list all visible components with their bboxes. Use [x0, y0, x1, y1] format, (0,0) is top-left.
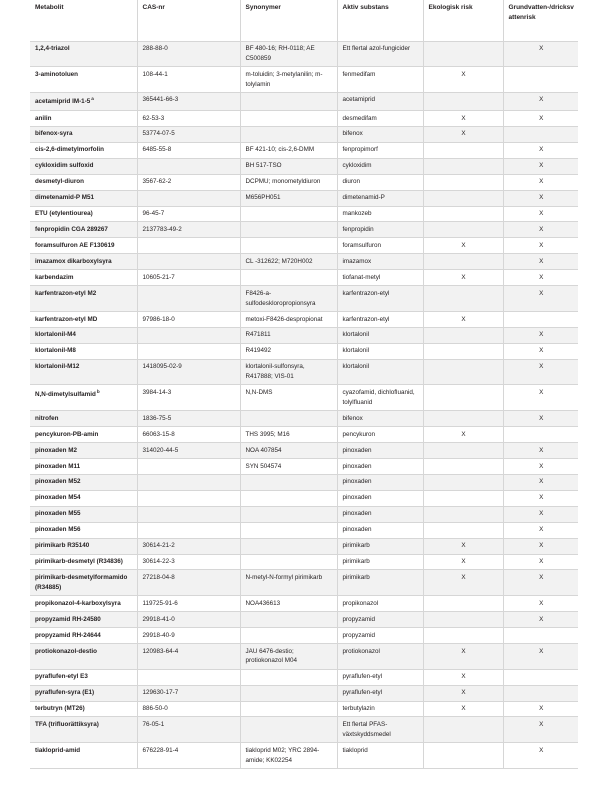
cell-synonymer: F8426-a-sulfodeskloropropionsyra	[240, 286, 337, 312]
cell-synonymer: THS 3995; M16	[240, 427, 337, 443]
cell-metabolit: pinoxaden M2	[30, 442, 137, 458]
cell-metabolit: pirimikarb-desmetylformamido (R34885)	[30, 570, 137, 596]
table-row	[30, 343, 578, 359]
cell-cas-nr: 676228-91-4	[137, 743, 240, 769]
cell-synonymer: BF 421-10; cis-2,6-DMM	[240, 142, 337, 158]
table-row	[30, 92, 578, 110]
cell-ekologisk-risk: X	[423, 67, 503, 93]
cell-aktiv-substans: tiofanat-metyl	[337, 270, 423, 286]
footnote-marker: b	[96, 389, 100, 394]
cell-cas-nr: 76-05-1	[137, 717, 240, 743]
cell-synonymer	[240, 538, 337, 554]
table-row	[30, 359, 578, 385]
cell-grundvattenrisk	[503, 628, 578, 644]
cell-metabolit: pencykuron-PB-amin	[30, 427, 137, 443]
cell-ekologisk-risk: X	[423, 570, 503, 596]
cell-grundvattenrisk	[503, 126, 578, 142]
cell-grundvattenrisk: X	[503, 142, 578, 158]
cell-metabolit: bifenox-syra	[30, 126, 137, 142]
cell-ekologisk-risk: X	[423, 554, 503, 570]
cell-grundvattenrisk: X	[503, 538, 578, 554]
table-row	[30, 427, 578, 443]
cell-synonymer: R419492	[240, 343, 337, 359]
cell-grundvattenrisk: X	[503, 474, 578, 490]
cell-synonymer	[240, 206, 337, 222]
column-header-metabolit: Metabolit	[30, 0, 137, 41]
cell-metabolit: 3-aminotoluen	[30, 67, 137, 93]
cell-grundvattenrisk: X	[503, 570, 578, 596]
cell-ekologisk-risk	[423, 522, 503, 538]
cell-ekologisk-risk	[423, 474, 503, 490]
cell-metabolit: tiakloprid-amid	[30, 743, 137, 769]
cell-aktiv-substans: imazamox	[337, 254, 423, 270]
cell-grundvattenrisk: X	[503, 411, 578, 427]
cell-synonymer: JAU 6476-destio; protiokonazol M04	[240, 643, 337, 669]
cell-metabolit: 1,2,4-triazol	[30, 41, 137, 67]
cell-aktiv-substans: mankozeb	[337, 206, 423, 222]
cell-cas-nr: 3567-62-2	[137, 174, 240, 190]
cell-aktiv-substans: fenpropimorf	[337, 142, 423, 158]
cell-aktiv-substans: desmedifam	[337, 110, 423, 126]
table-row	[30, 643, 578, 669]
cell-synonymer: M656PH051	[240, 190, 337, 206]
cell-ekologisk-risk	[423, 628, 503, 644]
cell-cas-nr: 108-44-1	[137, 67, 240, 93]
cell-metabolit: klortalonil-M12	[30, 359, 137, 385]
cell-cas-nr: 66063-15-8	[137, 427, 240, 443]
cell-aktiv-substans: foramsulfuron	[337, 238, 423, 254]
cell-aktiv-substans: dimetenamid-P	[337, 190, 423, 206]
cell-metabolit: terbutryn (MT26)	[30, 701, 137, 717]
cell-grundvattenrisk: X	[503, 174, 578, 190]
cell-aktiv-substans: klortalonil	[337, 359, 423, 385]
cell-ekologisk-risk	[423, 286, 503, 312]
cell-ekologisk-risk	[423, 458, 503, 474]
cell-metabolit: propikonazol-4-karboxylsyra	[30, 596, 137, 612]
cell-metabolit: karfentrazon-etyl MD	[30, 311, 137, 327]
table-row	[30, 685, 578, 701]
cell-metabolit: nitrofen	[30, 411, 137, 427]
cell-ekologisk-risk: X	[423, 110, 503, 126]
cell-grundvattenrisk: X	[503, 270, 578, 286]
cell-grundvattenrisk	[503, 669, 578, 685]
cell-ekologisk-risk: X	[423, 126, 503, 142]
cell-ekologisk-risk	[423, 174, 503, 190]
cell-ekologisk-risk	[423, 490, 503, 506]
cell-ekologisk-risk	[423, 359, 503, 385]
table-row	[30, 311, 578, 327]
cell-ekologisk-risk: X	[423, 427, 503, 443]
cell-synonymer	[240, 126, 337, 142]
cell-metabolit: ETU (etylentiourea)	[30, 206, 137, 222]
cell-grundvattenrisk: X	[503, 286, 578, 312]
cell-aktiv-substans: pinoxaden	[337, 442, 423, 458]
cell-aktiv-substans: Ett flertal azol-fungicider	[337, 41, 423, 67]
cell-synonymer	[240, 669, 337, 685]
cell-aktiv-substans: fenpropidin	[337, 222, 423, 238]
column-header-ekologisk-risk: Ekologisk risk	[423, 0, 503, 41]
cell-synonymer: metoxi-F8426-despropionat	[240, 311, 337, 327]
cell-cas-nr	[137, 190, 240, 206]
cell-cas-nr	[137, 458, 240, 474]
cell-aktiv-substans: pinoxaden	[337, 490, 423, 506]
cell-synonymer	[240, 522, 337, 538]
cell-cas-nr: 129630-17-7	[137, 685, 240, 701]
cell-cas-nr: 62-53-3	[137, 110, 240, 126]
cell-ekologisk-risk	[423, 142, 503, 158]
cell-metabolit: karfentrazon-etyl M2	[30, 286, 137, 312]
cell-synonymer	[240, 110, 337, 126]
cell-cas-nr: 30614-21-2	[137, 538, 240, 554]
cell-metabolit: pinoxaden M52	[30, 474, 137, 490]
cell-grundvattenrisk: X	[503, 158, 578, 174]
cell-metabolit: desmetyl-diuron	[30, 174, 137, 190]
cell-cas-nr: 365441-66-3	[137, 92, 240, 110]
cell-synonymer: N,N-DMS	[240, 385, 337, 411]
cell-ekologisk-risk	[423, 343, 503, 359]
table-row	[30, 669, 578, 685]
table-row	[30, 286, 578, 312]
cell-synonymer: NOA436613	[240, 596, 337, 612]
cell-aktiv-substans: klortalonil	[337, 327, 423, 343]
cell-ekologisk-risk	[423, 717, 503, 743]
cell-metabolit: klortalonil-M4	[30, 327, 137, 343]
cell-synonymer: klortalonil-sulfonsyra, R417888; VIS-01	[240, 359, 337, 385]
cell-ekologisk-risk: X	[423, 643, 503, 669]
table-row	[30, 206, 578, 222]
cell-grundvattenrisk: X	[503, 238, 578, 254]
cell-metabolit: klortalonil-M8	[30, 343, 137, 359]
cell-grundvattenrisk: X	[503, 506, 578, 522]
table-row	[30, 570, 578, 596]
table-row	[30, 554, 578, 570]
cell-aktiv-substans: bifenox	[337, 126, 423, 142]
column-header-cas-nr: CAS-nr	[137, 0, 240, 41]
cell-ekologisk-risk: X	[423, 669, 503, 685]
cell-ekologisk-risk	[423, 41, 503, 67]
table-row	[30, 442, 578, 458]
cell-metabolit: pyraflufen-syra (E1)	[30, 685, 137, 701]
cell-aktiv-substans: terbutylazin	[337, 701, 423, 717]
cell-cas-nr	[137, 522, 240, 538]
cell-metabolit: imazamox dikarboxylsyra	[30, 254, 137, 270]
cell-grundvattenrisk: X	[503, 190, 578, 206]
cell-ekologisk-risk	[423, 254, 503, 270]
cell-aktiv-substans: pinoxaden	[337, 474, 423, 490]
cell-metabolit: TFA (trifluorättiksyra)	[30, 717, 137, 743]
table-row	[30, 190, 578, 206]
cell-ekologisk-risk: X	[423, 538, 503, 554]
cell-synonymer: BF 480-16; RH-0118; AE C500859	[240, 41, 337, 67]
cell-ekologisk-risk	[423, 743, 503, 769]
cell-synonymer	[240, 270, 337, 286]
cell-synonymer	[240, 554, 337, 570]
column-header-grundvatten-dricksvattenrisk: Grundvatten-/dricksvattenrisk	[503, 0, 578, 41]
cell-aktiv-substans: cyazofamid, dichlofluanid, tolylfluanid	[337, 385, 423, 411]
metabolite-table	[30, 0, 578, 769]
cell-cas-nr: 1836-75-5	[137, 411, 240, 427]
cell-aktiv-substans: pyraflufen-etyl	[337, 669, 423, 685]
cell-grundvattenrisk: X	[503, 442, 578, 458]
cell-synonymer	[240, 92, 337, 110]
cell-grundvattenrisk	[503, 311, 578, 327]
cell-ekologisk-risk	[423, 385, 503, 411]
cell-synonymer	[240, 222, 337, 238]
cell-ekologisk-risk: X	[423, 238, 503, 254]
table-row	[30, 411, 578, 427]
cell-aktiv-substans: karfentrazon-etyl	[337, 311, 423, 327]
cell-metabolit: cis-2,6-dimetylmorfolin	[30, 142, 137, 158]
table-row	[30, 174, 578, 190]
cell-synonymer	[240, 717, 337, 743]
cell-synonymer	[240, 490, 337, 506]
cell-grundvattenrisk: X	[503, 612, 578, 628]
cell-synonymer	[240, 506, 337, 522]
table-row	[30, 270, 578, 286]
cell-cas-nr: 3984-14-3	[137, 385, 240, 411]
cell-ekologisk-risk	[423, 506, 503, 522]
table-row	[30, 717, 578, 743]
cell-metabolit: cykloxidim sulfoxid	[30, 158, 137, 174]
cell-grundvattenrisk: X	[503, 554, 578, 570]
table-row	[30, 538, 578, 554]
cell-aktiv-substans: propikonazol	[337, 596, 423, 612]
cell-aktiv-substans: pinoxaden	[337, 458, 423, 474]
cell-synonymer	[240, 238, 337, 254]
table-row	[30, 628, 578, 644]
metabolite-table-container	[30, 0, 578, 769]
cell-grundvattenrisk: X	[503, 717, 578, 743]
cell-cas-nr	[137, 254, 240, 270]
cell-cas-nr	[137, 238, 240, 254]
cell-cas-nr: 1418095-02-9	[137, 359, 240, 385]
cell-grundvattenrisk: X	[503, 41, 578, 67]
cell-cas-nr	[137, 327, 240, 343]
cell-synonymer: CL -312622; M720H002	[240, 254, 337, 270]
table-row	[30, 385, 578, 411]
table-row	[30, 254, 578, 270]
column-header-synonymer: Synonymer	[240, 0, 337, 41]
cell-grundvattenrisk: X	[503, 222, 578, 238]
table-body	[30, 41, 578, 768]
cell-cas-nr	[137, 286, 240, 312]
cell-grundvattenrisk	[503, 67, 578, 93]
cell-aktiv-substans: tiakloprid	[337, 743, 423, 769]
footnote-marker: a	[91, 96, 94, 102]
table-row	[30, 67, 578, 93]
cell-grundvattenrisk	[503, 427, 578, 443]
cell-synonymer	[240, 411, 337, 427]
cell-aktiv-substans: fenmedifam	[337, 67, 423, 93]
cell-grundvattenrisk: X	[503, 490, 578, 506]
cell-grundvattenrisk: X	[503, 596, 578, 612]
table-row	[30, 506, 578, 522]
cell-metabolit: foramsulfuron AE F130619	[30, 238, 137, 254]
cell-metabolit: pinoxaden M56	[30, 522, 137, 538]
cell-synonymer	[240, 701, 337, 717]
cell-synonymer	[240, 474, 337, 490]
cell-metabolit: acetamiprid IM-1-5$^a$	[30, 92, 137, 110]
cell-ekologisk-risk	[423, 158, 503, 174]
table-row	[30, 743, 578, 769]
table-header	[30, 0, 578, 41]
table-row	[30, 474, 578, 490]
cell-ekologisk-risk: X	[423, 311, 503, 327]
cell-aktiv-substans: cykloxidim	[337, 158, 423, 174]
table-row	[30, 158, 578, 174]
table-row	[30, 458, 578, 474]
cell-cas-nr: 288-88-0	[137, 41, 240, 67]
cell-cas-nr: 10605-21-7	[137, 270, 240, 286]
cell-cas-nr	[137, 474, 240, 490]
cell-ekologisk-risk	[423, 596, 503, 612]
cell-cas-nr	[137, 490, 240, 506]
cell-cas-nr: 29918-41-0	[137, 612, 240, 628]
cell-ekologisk-risk	[423, 92, 503, 110]
cell-aktiv-substans: diuron	[337, 174, 423, 190]
table-row	[30, 238, 578, 254]
cell-ekologisk-risk	[423, 222, 503, 238]
table-row	[30, 612, 578, 628]
cell-grundvattenrisk: X	[503, 522, 578, 538]
cell-aktiv-substans: klortalonil	[337, 343, 423, 359]
cell-metabolit: pinoxaden M55	[30, 506, 137, 522]
cell-cas-nr	[137, 158, 240, 174]
cell-synonymer: SYN 504574	[240, 458, 337, 474]
cell-synonymer: R471811	[240, 327, 337, 343]
cell-aktiv-substans: pencykuron	[337, 427, 423, 443]
cell-cas-nr: 886-50-0	[137, 701, 240, 717]
cell-metabolit: propyzamid RH-24644	[30, 628, 137, 644]
cell-synonymer: NOA 407854	[240, 442, 337, 458]
cell-grundvattenrisk: X	[503, 254, 578, 270]
table-row	[30, 110, 578, 126]
cell-metabolit: pinoxaden M11	[30, 458, 137, 474]
cell-metabolit: pirimikarb-desmetyl (R34836)	[30, 554, 137, 570]
cell-cas-nr: 97986-18-0	[137, 311, 240, 327]
cell-cas-nr: 2137783-49-2	[137, 222, 240, 238]
cell-cas-nr: 96-45-7	[137, 206, 240, 222]
table-row	[30, 701, 578, 717]
cell-synonymer	[240, 628, 337, 644]
cell-grundvattenrisk: X	[503, 701, 578, 717]
table-row	[30, 142, 578, 158]
cell-cas-nr	[137, 669, 240, 685]
cell-aktiv-substans: propyzamid	[337, 612, 423, 628]
table-row	[30, 222, 578, 238]
cell-cas-nr: 27218-04-8	[137, 570, 240, 596]
cell-grundvattenrisk: X	[503, 743, 578, 769]
cell-grundvattenrisk: X	[503, 206, 578, 222]
cell-grundvattenrisk: X	[503, 110, 578, 126]
cell-cas-nr: 120983-64-4	[137, 643, 240, 669]
cell-grundvattenrisk: X	[503, 359, 578, 385]
cell-grundvattenrisk: X	[503, 643, 578, 669]
cell-synonymer	[240, 685, 337, 701]
cell-cas-nr: 6485-55-8	[137, 142, 240, 158]
cell-ekologisk-risk	[423, 206, 503, 222]
cell-metabolit: anilin	[30, 110, 137, 126]
cell-grundvattenrisk: X	[503, 385, 578, 411]
cell-aktiv-substans: pirimikarb	[337, 554, 423, 570]
cell-metabolit: pirimikarb R35140	[30, 538, 137, 554]
table-row	[30, 327, 578, 343]
cell-aktiv-substans: karfentrazon-etyl	[337, 286, 423, 312]
cell-ekologisk-risk: X	[423, 270, 503, 286]
cell-metabolit: pinoxaden M54	[30, 490, 137, 506]
cell-metabolit: pyraflufen-etyl E3	[30, 669, 137, 685]
cell-synonymer: tiakloprid M02; YRC 2894-amide; KK02254	[240, 743, 337, 769]
cell-cas-nr	[137, 343, 240, 359]
cell-synonymer	[240, 612, 337, 628]
cell-ekologisk-risk	[423, 612, 503, 628]
cell-aktiv-substans: acetamiprid	[337, 92, 423, 110]
table-header-row	[30, 0, 578, 41]
cell-ekologisk-risk	[423, 190, 503, 206]
cell-grundvattenrisk: X	[503, 327, 578, 343]
cell-grundvattenrisk	[503, 685, 578, 701]
cell-aktiv-substans: bifenox	[337, 411, 423, 427]
table-row	[30, 490, 578, 506]
cell-aktiv-substans: protiokonazol	[337, 643, 423, 669]
cell-cas-nr: 314020-44-5	[137, 442, 240, 458]
cell-metabolit: fenpropidin CGA 289267	[30, 222, 137, 238]
cell-synonymer: N-metyl-N-formyl pirimikarb	[240, 570, 337, 596]
cell-aktiv-substans: pinoxaden	[337, 506, 423, 522]
cell-grundvattenrisk: X	[503, 92, 578, 110]
cell-ekologisk-risk	[423, 442, 503, 458]
cell-aktiv-substans: propyzamid	[337, 628, 423, 644]
table-row	[30, 41, 578, 67]
cell-cas-nr: 29918-40-9	[137, 628, 240, 644]
cell-cas-nr: 53774-07-5	[137, 126, 240, 142]
cell-aktiv-substans: pinoxaden	[337, 522, 423, 538]
cell-aktiv-substans: pyraflufen-etyl	[337, 685, 423, 701]
cell-ekologisk-risk	[423, 411, 503, 427]
cell-grundvattenrisk: X	[503, 458, 578, 474]
cell-ekologisk-risk: X	[423, 701, 503, 717]
cell-metabolit: propyzamid RH-24580	[30, 612, 137, 628]
table-row	[30, 596, 578, 612]
column-header-aktiv-substans: Aktiv substans	[337, 0, 423, 41]
table-row	[30, 126, 578, 142]
cell-grundvattenrisk: X	[503, 343, 578, 359]
cell-metabolit: dimetenamid-P M51	[30, 190, 137, 206]
cell-metabolit: karbendazim	[30, 270, 137, 286]
cell-cas-nr	[137, 506, 240, 522]
cell-aktiv-substans: pirimikarb	[337, 570, 423, 596]
cell-aktiv-substans: pirimikarb	[337, 538, 423, 554]
cell-synonymer: BH 517-TSO	[240, 158, 337, 174]
table-row	[30, 522, 578, 538]
cell-aktiv-substans: Ett flertal PFAS-växtskyddsmedel	[337, 717, 423, 743]
cell-cas-nr: 119725-91-6	[137, 596, 240, 612]
cell-ekologisk-risk: X	[423, 685, 503, 701]
cell-ekologisk-risk	[423, 327, 503, 343]
cell-metabolit: protiokonazol-destio	[30, 643, 137, 669]
cell-metabolit: N,N-dimetylsulfamid$^b$	[30, 385, 137, 411]
cell-synonymer: DCPMU; monometyldiuron	[240, 174, 337, 190]
cell-cas-nr: 30614-22-3	[137, 554, 240, 570]
cell-synonymer: m-toluidin; 3-metylanilin; m-tolylamin	[240, 67, 337, 93]
